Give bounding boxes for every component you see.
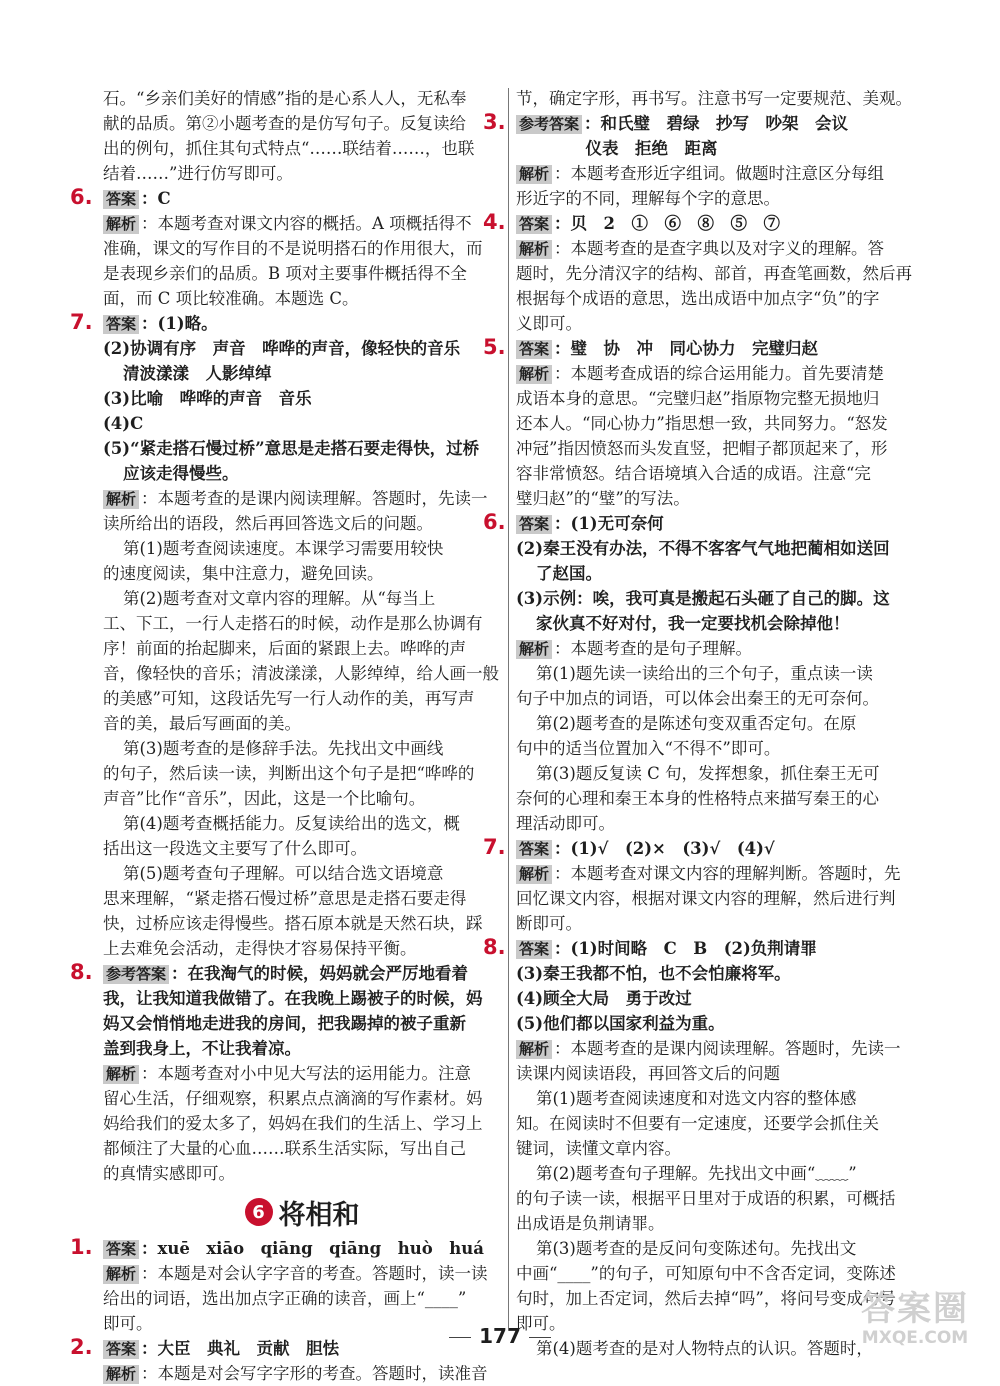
line-text: ：本题考查对课文内容的理解判断。答题时，先 <box>554 864 901 883</box>
text-line: 快，过桥应该走得慢些。搭石原本就是天然石块，踩 <box>103 914 483 933</box>
text-line: 的句子，然后读一读，判断出这个句子是把“哗哗的 <box>103 764 475 783</box>
answer-text-line: (4)C <box>103 414 144 433</box>
answer-text-line: 家伙真不好对付，我一定要找机会除掉他！ <box>536 614 850 633</box>
text-line: 句时，加上否定词，然后去掉“吗”，将问号变成句号 <box>516 1289 896 1308</box>
watermark-url: MXQE.COM <box>861 1328 969 1348</box>
page-number-text: 177 <box>479 1324 521 1348</box>
text-line: 第(1)题考查阅读速度和对选文内容的整体感 <box>536 1089 857 1108</box>
answer-text-line: 妈又会悄悄地走进我的房间，把我踢掉的被子重新 <box>103 1014 466 1033</box>
analysis-label: 解析 <box>103 1065 139 1084</box>
text-line: 根据每个成语的意思，选出成语中加点字“负”的字 <box>516 289 880 308</box>
answer-text-line: (3)秦王我都不怕，也不会怕廉将军。 <box>516 964 791 983</box>
text-line: 第(2)题考查句子理解。先找出文中画“﹏﹏” <box>536 1164 857 1183</box>
column-divider <box>508 88 509 1328</box>
line-text: ：(1)时间略 C B (2)负荆请罪 <box>554 939 817 958</box>
analysis-label: 解析 <box>516 240 552 259</box>
text-line: 都倾注了大量的心血……联系生活实际，写出自己 <box>103 1139 466 1158</box>
answer-text-line: 我，让我知道我做错了。在我晚上踢被子的时候，妈 <box>103 989 483 1008</box>
text-line: 成语本身的意思。“完璧归赵”指原物完整无损地归 <box>516 389 880 408</box>
text-line: 键词，读懂文章内容。 <box>516 1139 681 1158</box>
line-text: ：(1)无可奈何 <box>554 514 664 533</box>
analysis-label: 解析 <box>516 165 552 184</box>
lesson-heading <box>103 1190 501 1234</box>
line-text: ：本题考查的是句子理解。 <box>554 639 753 658</box>
analysis-line <box>516 636 905 661</box>
line-text: ：本题考查对小中见大写法的运用能力。注意 <box>141 1064 472 1083</box>
watermark-logo <box>840 1290 990 1360</box>
text-line: 中画“____”的句子，可知原句中不含否定词，变陈述 <box>516 1264 896 1283</box>
text-line: 读所给出的语段，然后再回答选文后的问题。 <box>103 514 433 533</box>
text-line: 结着……”进行仿写即可。 <box>103 164 293 183</box>
answer-line <box>483 210 905 236</box>
text-line: 读课内阅读语段，再回答文后的问题 <box>516 1064 780 1083</box>
question-number: 2. <box>70 1335 93 1359</box>
answer-line <box>483 510 905 536</box>
question-number: 7. <box>70 310 93 334</box>
text-line: 第(1)题考查阅读速度。本课学习需要用较快 <box>123 539 444 558</box>
text-line: 第(3)题考查的是修辞手法。先找出文中画线 <box>123 739 444 758</box>
text-line: 序！前面的抬起脚来，后面的紧跟上去。哗哗的声 <box>103 639 466 658</box>
answer-text-line: 清波漾漾 人影绰绰 <box>123 364 272 383</box>
text-line: 璧归赵”的“璧”的写法。 <box>516 489 690 508</box>
text-line: 思来理解，“紧走搭石慢过桥”意思是走搭石要走得 <box>103 889 467 908</box>
text-line: 节，确定字形，再书写。注意书写一定要规范、美观。 <box>516 89 912 108</box>
text-line: 括出这一段选文主要写了什么即可。 <box>103 839 367 858</box>
text-line: 理活动即可。 <box>516 814 615 833</box>
analysis-line <box>103 211 501 236</box>
text-line: 面，而 C 项比较准确。本题选 C。 <box>103 289 359 308</box>
question-number: 7. <box>483 835 506 859</box>
line-text: ：本题是对会认字字音的考查。答题时，读一读 <box>141 1264 488 1283</box>
line-text: ：贝 2 ① ⑥ ⑧ ⑤ ⑦ <box>554 214 780 233</box>
analysis-label: 解析 <box>103 215 139 234</box>
question-number: 4. <box>483 210 506 234</box>
answer-text-line: (5)“紧走搭石慢过桥”意思是走搭石要走得快，过桥 <box>103 439 480 458</box>
line-text: ：本题考查的是课内阅读理解。答题时，先读一 <box>141 489 488 508</box>
analysis-line <box>516 361 905 386</box>
answer-label: 答案 <box>103 1240 139 1259</box>
answer-label: 答案 <box>103 190 139 209</box>
lesson-title: 将相和 <box>278 1199 360 1231</box>
analysis-label: 解析 <box>103 1265 139 1284</box>
answer-text-line: (2)协调有序 声音 哗哗的声音，像轻快的音乐 <box>103 339 461 358</box>
text-line: 留心生活，仔细观察，积累点点滴滴的写作素材。妈 <box>103 1089 483 1108</box>
question-number: 8. <box>483 935 506 959</box>
text-line: 容非常愤怒。结合语境填入合适的成语。注意“完 <box>516 464 871 483</box>
answer-label: 答案 <box>516 840 552 859</box>
answer-line <box>70 960 501 986</box>
answer-label: 答案 <box>516 340 552 359</box>
analysis-label: 解析 <box>103 1365 139 1384</box>
line-text: ：和氏璧 碧绿 抄写 吵架 会议 <box>584 114 849 133</box>
text-line: 第(2)题考查的是陈述句变双重否定句。在原 <box>536 714 857 733</box>
text-line: 句子中加点的词语，可以体会出秦王的无可奈何。 <box>516 689 879 708</box>
text-line: 形近字的不同，理解每个字的意思。 <box>516 189 780 208</box>
answer-text-line: 了赵国。 <box>536 564 602 583</box>
answer-label: 答案 <box>103 1340 139 1359</box>
answer-text-line: (4)顾全大局 勇于改过 <box>516 989 692 1008</box>
text-line: 回忆课文内容，根据对课文内容的理解，然后进行判 <box>516 889 896 908</box>
text-line: 出的例句，抓住其句式特点“……联结着……，也联 <box>103 139 475 158</box>
question-number: 6. <box>70 185 93 209</box>
question-number: 1. <box>70 1235 93 1259</box>
text-line: 即可。 <box>516 1314 566 1333</box>
text-line: 第(3)题反复读 C 句，发挥想象，抓住秦王无可 <box>536 764 880 783</box>
answer-text-line: (2)秦王没有办法，不得不客客气气地把蔺相如送回 <box>516 539 890 558</box>
line-text: ：本题考查对课文内容的概括。A 项概括得不 <box>141 214 472 233</box>
answer-label: 答案 <box>516 940 552 959</box>
answer-line <box>70 185 501 211</box>
line-text: ：xuē xiāo qiāng qiāng huò huá <box>141 1239 484 1258</box>
text-line: 上去难免会活动，走得快才容易保持平衡。 <box>103 939 417 958</box>
answer-line <box>483 835 905 861</box>
text-line: 断即可。 <box>516 914 582 933</box>
text-line: 第(5)题考查句子理解。可以结合选文语境意 <box>123 864 444 883</box>
text-line: 出成语是负荆请罪。 <box>516 1214 665 1233</box>
lesson-number-badge: 6 <box>245 1198 273 1226</box>
text-line: 音的美，最后写画面的美。 <box>103 714 301 733</box>
analysis-label: 解析 <box>516 1040 552 1059</box>
answer-text-line: (3)比喻 哗哗的声音 音乐 <box>103 389 312 408</box>
line-text: ：大臣 典礼 贡献 胆怯 <box>141 1339 340 1358</box>
question-number: 8. <box>70 960 93 984</box>
analysis-label: 解析 <box>516 865 552 884</box>
question-number: 6. <box>483 510 506 534</box>
answer-line <box>70 1235 501 1261</box>
answer-text-line: 盖到我身上，不让我着凉。 <box>103 1039 301 1058</box>
text-line: 工、下工，一行人走搭石的时候，动作是那么协调有 <box>103 614 483 633</box>
line-text: ：本题考查成语的综合运用能力。首先要清楚 <box>554 364 885 383</box>
text-line: 句中的适当位置加入“不得不”即可。 <box>516 739 781 758</box>
analysis-label: 解析 <box>103 490 139 509</box>
answer-line <box>70 310 501 336</box>
answer-label: 参考答案 <box>516 115 582 134</box>
text-line: 的美感”可知，这段话先写一行人动作的美，再写声 <box>103 689 475 708</box>
answer-line <box>483 935 905 961</box>
left-column <box>70 86 501 1386</box>
question-number: 5. <box>483 335 506 359</box>
analysis-line <box>103 486 501 511</box>
line-text: ：本题是对会写字字形的考查。答题时，读准音 <box>141 1364 488 1383</box>
question-number: 3. <box>483 110 506 134</box>
line-text: ：(1)略。 <box>141 314 218 333</box>
text-line: 题时，先分清汉字的结构、部首，再查笔画数，然后再 <box>516 264 912 283</box>
analysis-line <box>516 1036 905 1061</box>
text-line: 第(2)题考查对文章内容的理解。从“每当上 <box>123 589 436 608</box>
analysis-line <box>103 1361 501 1386</box>
text-line: 义即可。 <box>516 314 582 333</box>
answer-text-line: (3)示例：唉，我可真是搬起石头砸了自己的脚。这 <box>516 589 890 608</box>
line-text: ：(1)√ (2)× (3)√ (4)√ <box>554 839 775 858</box>
text-line: 是表现乡亲们的品质。B 项对主要事件概括得不全 <box>103 264 467 283</box>
analysis-label: 解析 <box>516 640 552 659</box>
line-text: ：在我淘气的时候，妈妈就会严厉地看着 <box>171 964 469 983</box>
line-text: ：璧 协 冲 同心协力 完璧归赵 <box>554 339 819 358</box>
analysis-line <box>516 861 905 886</box>
text-line: 第(3)题考查的是反问句变陈述句。先找出文 <box>536 1239 857 1258</box>
answer-label: 答案 <box>516 515 552 534</box>
text-line: 即可。 <box>103 1314 153 1333</box>
text-line: 准确，课文的写作目的不是说明搭石的作用很大，而 <box>103 239 483 258</box>
text-line: 知。在阅读时不但要有一定速度，还要学会抓住关 <box>516 1114 879 1133</box>
line-text: ：C <box>141 189 171 208</box>
analysis-label: 解析 <box>516 365 552 384</box>
text-line: 妈给我们的爱太多了，妈妈在我们的生活上、学习上 <box>103 1114 483 1133</box>
watermark-text: 答案圈 <box>861 1289 969 1329</box>
analysis-line <box>103 1061 501 1086</box>
text-line: 音，像轻快的音乐；清波漾漾，人影绰绰，给人画一般 <box>103 664 499 683</box>
answer-text-line: (5)他们都以国家利益为重。 <box>516 1014 725 1033</box>
answer-label: 答案 <box>103 315 139 334</box>
text-line: 奈何的心理和秦王本身的性格特点来描写秦王的心 <box>516 789 879 808</box>
text-line: 给出的词语，选出加点字正确的读音，画上“____” <box>103 1289 467 1308</box>
text-line: 献的品质。第②小题考查的是仿写句子。反复读给 <box>103 114 466 133</box>
text-line: 冲冠”指因愤怒而头发直竖，把帽子都顶起来了，形 <box>516 439 888 458</box>
text-line: 第(1)题先读一读给出的三个句子，重点读一读 <box>536 664 873 683</box>
analysis-line <box>516 236 905 261</box>
line-text: ：本题考查的是查字典以及对字义的理解。答 <box>554 239 885 258</box>
text-line: 的真情实感即可。 <box>103 1164 235 1183</box>
analysis-line <box>516 161 905 186</box>
answer-text-line: 仪表 拒绝 距离 <box>536 139 718 158</box>
answer-label: 参考答案 <box>103 965 169 984</box>
text-line: 的速度阅读，集中注意力，避免回读。 <box>103 564 384 583</box>
answer-line <box>483 110 905 136</box>
analysis-line <box>103 1261 501 1286</box>
answer-line <box>483 335 905 361</box>
text-line: 还本人。“同心协力”指思想一致，共同努力。“怒发 <box>516 414 888 433</box>
text-line: 石。“乡亲们美好的情感”指的是心系人人，无私奉 <box>103 89 467 108</box>
text-line: 的句子读一读，根据平日里对于成语的积累，可概括 <box>516 1189 896 1208</box>
text-line: 第(4)题考查概括能力。反复读给出的选文，概 <box>123 814 460 833</box>
line-text: ：本题考查的是课内阅读理解。答题时，先读一 <box>554 1039 901 1058</box>
answer-label: 答案 <box>516 215 552 234</box>
text-line: 声音”比作“音乐”，因此，这是一个比喻句。 <box>103 789 426 808</box>
line-text: ：本题考查形近字组词。做题时注意区分每组 <box>554 164 885 183</box>
text-line: 第(4)题考查的是对人物特点的认识。答题时， <box>536 1339 873 1358</box>
answer-text-line: 应该走得慢些。 <box>123 464 239 483</box>
